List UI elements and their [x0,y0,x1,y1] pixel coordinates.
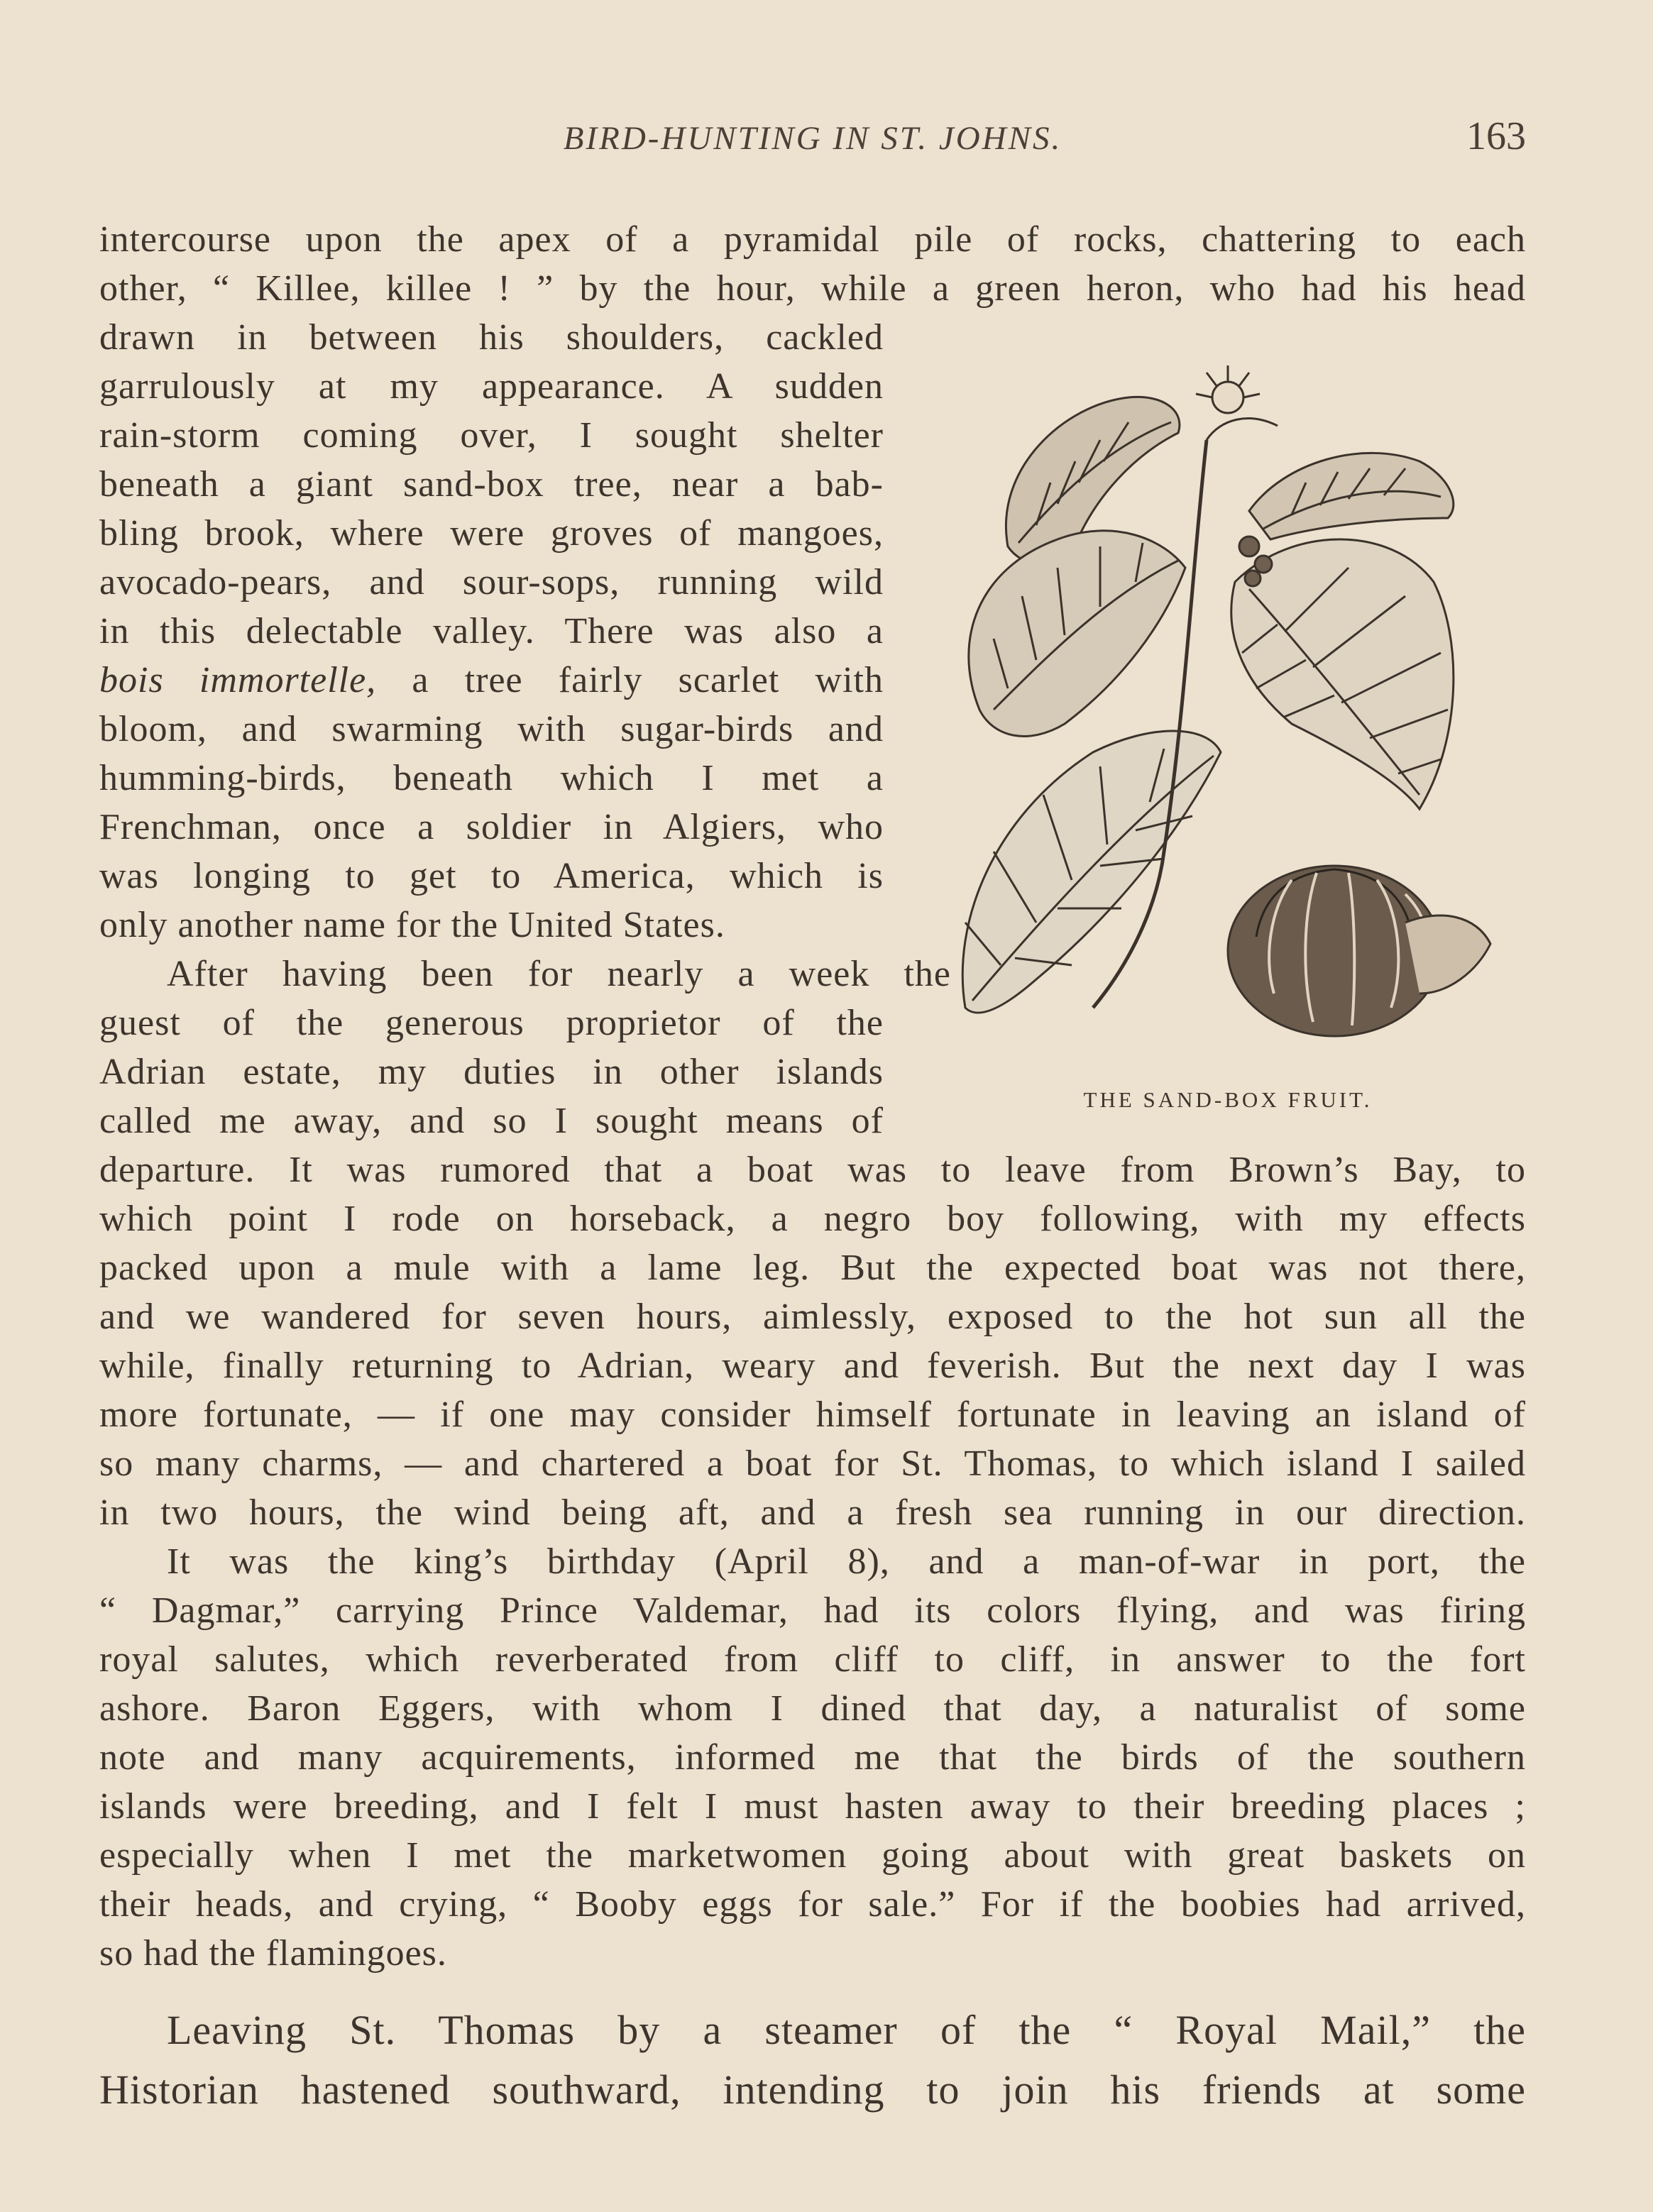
text-line: in two hours, the wind being aft, and a fresh sea running in our direction. [99,1492,1526,1533]
italic-phrase: bois immortelle, [99,660,377,700]
text-line: so had the flamingoes. [99,1933,447,1974]
text-line: royal salutes, which reverberated from cliff to cliff, in answer to the fort [99,1639,1526,1680]
text-line: more fortunate, — if one may consider himself fortunate in leaving an island of [99,1394,1526,1435]
text-line: bloom, and swarming with sugar-birds and [99,709,884,749]
text-line: It was the king’s birthday (April 8), and a man-of-war in port, the [167,1541,1526,1582]
text-line: After having been for nearly a week the [167,954,951,994]
text-line: Historian hastened southward, intending to join his friends at some [99,2067,1526,2113]
page-header [99,114,1526,176]
text-line: called me away, and so I sought means of [99,1101,884,1141]
text-line: Adrian estate, my duties in other islands [99,1052,884,1092]
body-text [99,215,1526,2120]
text-line: their heads, and crying, “ Booby eggs for sale.” For if the boobies had arrived, [99,1884,1526,1925]
text-line: islands were breeding, and I felt I must hasten away to their breeding places ; [99,1786,1526,1827]
text-line: drawn in between his shoulders, cackled [99,317,884,358]
text-line: in this delectable valley. There was also a [99,611,884,651]
text-line: especially when I met the marketwomen going about with great baskets on [99,1835,1526,1876]
text-line: which point I rode on horseback, a negro boy following, with my effects [99,1199,1526,1239]
text-line: other, “ Killee, killee ! ” by the hour, while a green heron, who had his head [99,268,1526,309]
text-line: garrulously at my appearance. A sudden [99,366,884,407]
text-line: humming-birds, beneath which I met a [99,758,884,798]
text-line: only another name for the United States. [99,905,725,945]
text-line: was longing to get to America, which is [99,856,884,896]
text-line: and we wandered for seven hours, aimlessly, exposed to the hot sun all the [99,1297,1526,1337]
text-line: so many charms, — and chartered a boat for St. Thomas, to which island I sailed [99,1443,1526,1484]
text-line: bois immortelle, a tree fairly scarlet with [99,660,884,700]
text-line: packed upon a mule with a lame leg. But the expected boat was not there, [99,1248,1526,1288]
figure-caption: THE SAND-BOX FRUIT. [1083,1087,1373,1112]
text-line: intercourse upon the apex of a pyramidal pile of rocks, chattering to each [99,219,1526,260]
text-line: note and many acquirements, informed me that the birds of the southern [99,1737,1526,1778]
text-line: guest of the generous proprietor of the [99,1003,884,1043]
text-line: ashore. Baron Eggers, with whom I dined that day, a naturalist of some [99,1688,1526,1729]
text-line: beneath a giant sand-box tree, near a bab- [99,464,884,505]
text-line: Frenchman, once a soldier in Algiers, who [99,807,884,847]
text-line: bling brook, where were groves of mangoes, [99,513,884,554]
text-line: departure. It was rumored that a boat was to leave from Brown’s Bay, to [99,1150,1526,1190]
text-line: Leaving St. Thomas by a steamer of the “ Royal Mail,” the [167,2007,1526,2053]
running-head: BIRD-HUNTING IN ST. JOHNS. [563,120,1062,157]
text-line: while, finally returning to Adrian, weary and feverish. But the next day I was [99,1346,1526,1386]
text-line: “ Dagmar,” carrying Prince Valdemar, had its colors flying, and was firing [99,1590,1526,1631]
text-line: rain-storm coming over, I sought shelter [99,415,884,456]
text-line: avocado-pears, and sour-sops, running wild [99,562,884,602]
page-number: 163 [1466,114,1526,158]
